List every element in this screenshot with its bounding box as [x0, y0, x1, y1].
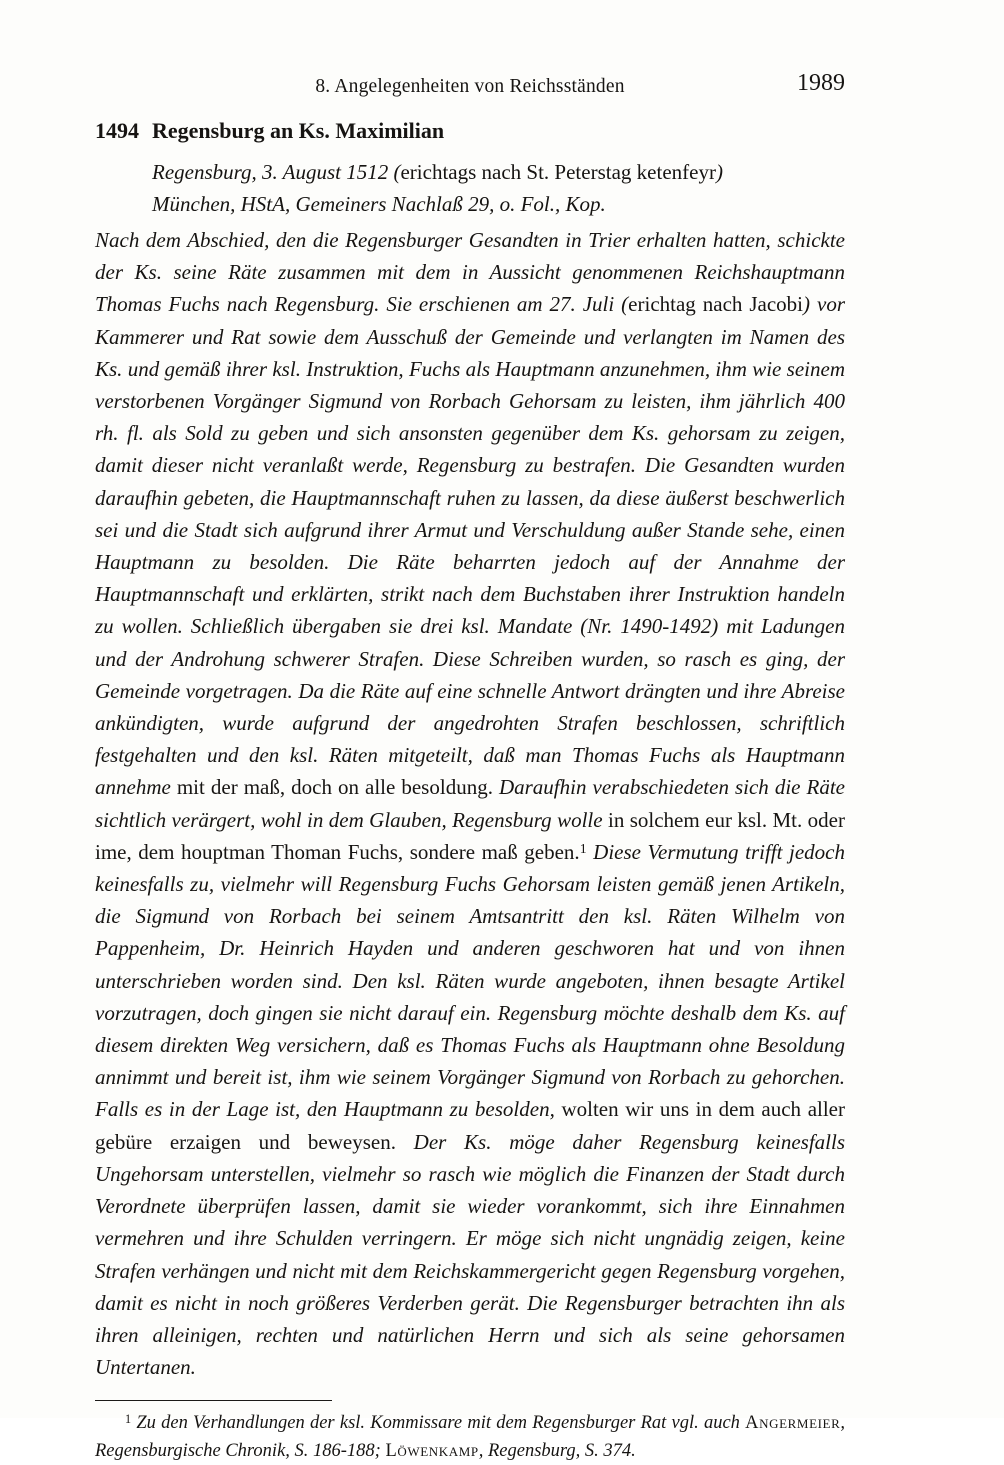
- document-heading: [95, 118, 845, 144]
- footnote: [95, 1410, 845, 1465]
- text-run-italic: Zu den Verhandlungen der ksl. Kommissare mit dem Regensburger Rat vgl. auch: [131, 1413, 746, 1434]
- footnote-marker: 1: [579, 840, 587, 856]
- running-title: 8. Angelegenheiten von Reichsständen: [315, 76, 625, 97]
- document-number: 1494: [95, 118, 139, 143]
- footnote-separator: [95, 1400, 332, 1401]
- document-body-text: [95, 224, 845, 1383]
- text-run-italic: Nach dem Abschied, den die Regensburger Gesandten in Trier erhalten hatten, schickte der Ks. seine Räte zusammen mit dem in Aussicht genommenen Reichshauptmann Thomas Fuchs nach Regensburg. Sie erschienen am 27. Juli (: [95, 228, 845, 317]
- text-run-italic: ): [715, 160, 723, 184]
- document-title: Regensburg an Ks. Maximilian: [152, 118, 445, 143]
- source-line: München, HStA, Gemeiners Nachlaß 29, o. Fol., Kop.: [152, 192, 606, 216]
- dateline: [152, 156, 845, 188]
- text-run-italic: Daraufhin verabschiedeten sich die Räte sichtlich verärgert, wohl in dem Glauben, Regensburg wolle: [95, 775, 845, 832]
- text-run-smallcaps: Löwenkamp: [385, 1440, 479, 1461]
- text-run-roman: wolten wir uns in dem auch aller gebüre erzaigen und beweysen.: [95, 1097, 845, 1154]
- text-run-italic: Der Ks. möge daher Regensburg keinesfalls Ungehorsam unterstellen, vielmehr so rasch wie möglich die Finanzen der Stadt durch Verordnete überprüfen lassen, damit sie wieder vorankommt, sich ihre Einnahmen vermehren und ihre Schulden verringern. Er möge sich nicht ungnädig zeigen, keine Strafen verhängen und nicht mit dem Reichskammergericht gegen Regensburg vorgehen, damit es nicht in noch größeres Verderben gerät. Die Regensburger betrachten ihn als ihren alleinigen, rechten und natürlichen Herrn und sich als seine gehorsamen Untertanen.: [95, 1129, 846, 1380]
- text-run-smallcaps: Angermeier: [745, 1413, 841, 1434]
- text-run-italic: Regensburg, 3. August 1512 (: [152, 160, 401, 184]
- running-head: [95, 70, 845, 108]
- text-run-roman: in solchem eur ksl. Mt. oder ime, dem houptman Thoman Fuchs, sondere maß geben.: [95, 807, 845, 864]
- text-run-roman: mit der maß, doch on alle besoldung.: [176, 775, 499, 800]
- text-run-roman: erichtags nach St. Peterstag ketenfeyr: [400, 160, 716, 184]
- page-number: 1989: [797, 70, 845, 96]
- text-run-italic: Diese Vermutung trifft jedoch keinesfalls zu, vielmehr will Regensburg Fuchs Gehorsam leisten gemäß jenen Artikeln, die Sigmund von Rorbach bei seinem Amtsantritt den ksl. Räten Wilhelm von Pappenheim, Dr. Heinrich Hayden und anderen geschworen hat und von ihnen unterschrieben worden sind. Den ksl. Räten wurde angeboten, ihnen besagte Artikel vorzutragen, doch gingen sie nicht darauf ein. Regensburg möchte deshalb dem Ks. auf diesem direkten Weg versichern, daß es Thomas Fuchs als Hauptmann ohne Besoldung annimmt und bereit ist, ihm wie seinem Vorgänger Sigmund von Rorbach zu gehorchen. Falls es in der Lage ist, den Hauptmann zu besolden,: [95, 839, 845, 1122]
- text-run-italic: , Regensburg, S. 374.: [478, 1440, 636, 1461]
- text-run-italic: , Regensburgische Chronik, S. 186-188;: [95, 1413, 845, 1461]
- footnote-marker: 1: [125, 1411, 132, 1426]
- text-run-roman: erichtag nach Jacobi: [628, 292, 804, 317]
- text-run-italic: ) vor Kammerer und Rat sowie dem Ausschuß der Gemeinde und verlangten im Namen des Ks. und gemäß ihrer ksl. Instruktion, Fuchs als Hauptmann anzunehmen, ihm wie seinem verstorbenen Vorgänger Sigmund von Rorbach Gehorsam zu leisten, ihm jährlich 400 rh. fl. als Sold zu geben und sich ansonsten gegenüber dem Ks. gehorsam zu zeigen, damit dieser nicht veranlaßt werde, Regensburg zu bestrafen. Die Gesandten wurden daraufhin gebeten, die Hauptmannschaft ruhen zu lassen, da diese äußerst beschwerlich sei und die Stadt sich aufgrund ihrer Armut und Verschuldung außer Stande sehe, einen Hauptmann zu besolden. Die Räte beharrten jedoch auf der Annahme der Hauptmannschaft und erklärten, strikt nach dem Buchstaben ihrer Instruktion handeln zu wollen. Schließlich übergaben sie drei ksl. Mandate (Nr. 1490-1492) mit Ladungen und der Androhung schwerer Strafen. Diese Schreiben wurden, so rasch es ging, der Gemeinde vorgetragen. Da die Räte auf eine schnelle Antwort drängten und ihre Abreise ankündigten, wurde aufgrund der angedrohten Strafen beschlossen, schriftlich festgehalten und den ksl. Räten mitgeteilt, daß man Thomas Fuchs als Hauptmann annehme: [95, 292, 845, 800]
